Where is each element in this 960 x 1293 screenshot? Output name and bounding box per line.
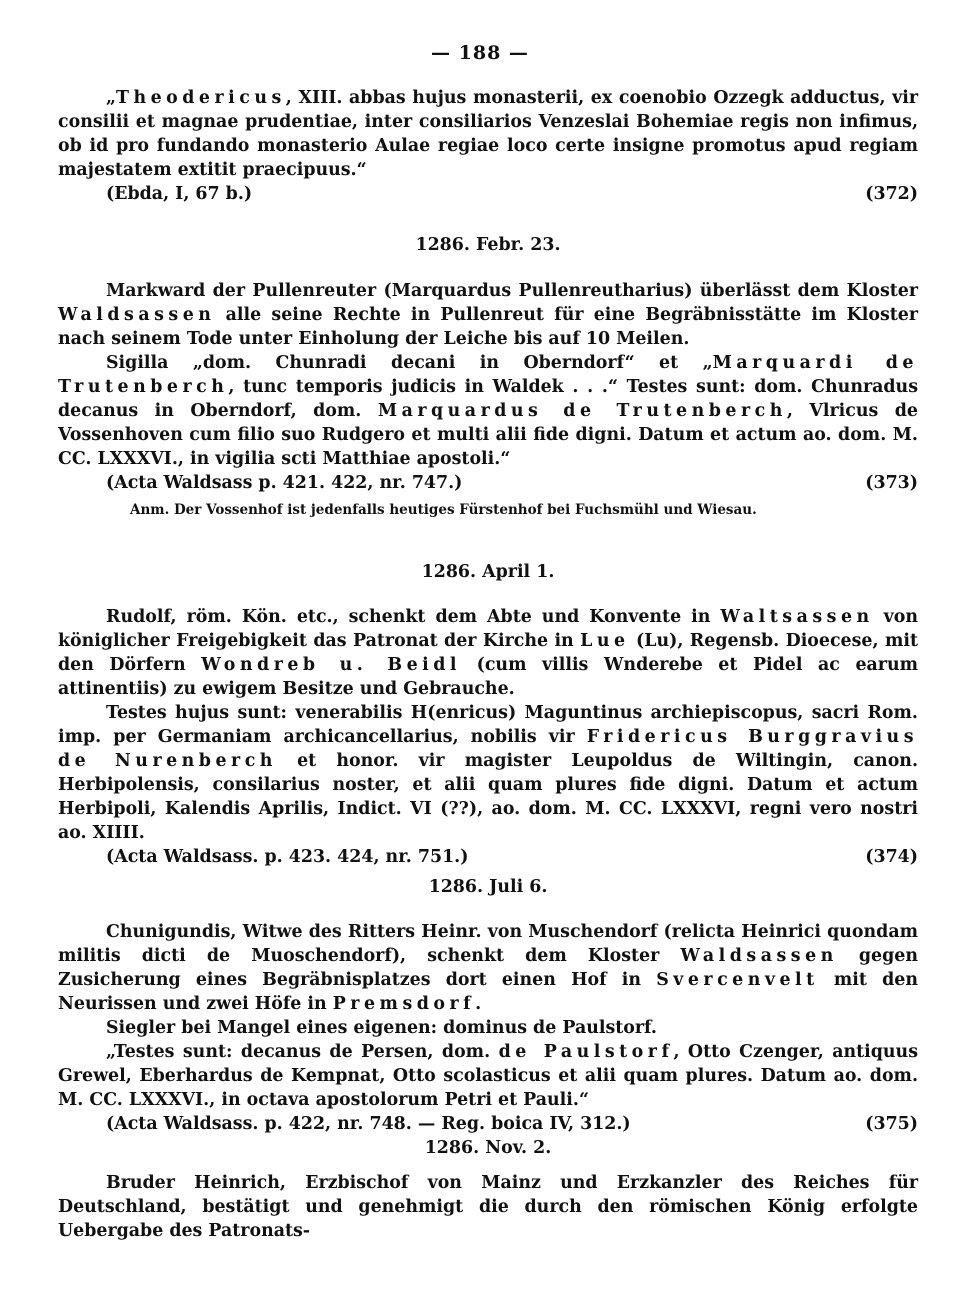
entry-373-note: Anm. Der Vossenhof ist jedenfalls heutiges Fürstenhof bei Fuchsmühl und Wiesau.	[130, 502, 757, 518]
entry-375-text: „Testes sunt: decanus de Persen, dom. de Paulstorf, Otto Czenger, antiquus Grewel, Eberhardus de Kempnat, Otto scolasticus et alii quam plures. Datum ao. dom. M. CC. LXXXVI., in octava apostolorum Petri et Pauli.“	[58, 1042, 918, 1110]
entry-374-summary: Rudolf, röm. Kön. etc., schenkt dem Abte und Konvente in Waltsassen von königlicher Freigebigkeit das Patronat der Kirche in Lue (Lu), Regensb. Dioecese, mit den Dörfern Wondreb u. Beidl (cum villis Wnderebe et Pidel ac earum attinentiis) zu ewigem Besitze und Gebrauche.	[58, 607, 919, 699]
entry-376	[58, 1171, 918, 1243]
entry-376-date: 1286. Nov. 2.	[424, 1138, 552, 1158]
entry-373-reference: (Acta Waldsass p. 421. 422, nr. 747.) (373)	[106, 473, 918, 493]
entry-372	[58, 86, 918, 206]
entry-372-reference: (Ebda, I, 67 b.) (372)	[106, 184, 918, 204]
entry-373-text: Sigilla „dom. Chunradi decani in Oberndorf“ et „Marquardi de Trutenberch, tunc temporis judicis in Waldek . . .“ Testes sunt: dom. Chunradus decanus in Oberndorf, dom. Marquardus de Trutenberch, Vlricus de Vossenhoven cum filio suo Rudgero et multi alii fide digni. Datum et actum ao. dom. M. CC. LXXXVI., in vigilia scti Matthiae apostoli.“	[58, 353, 918, 469]
entry-374	[58, 605, 918, 869]
entry-375	[58, 920, 918, 1136]
entry-number: (373)	[865, 473, 918, 493]
entry-372-text: „Theodericus, XIII. abbas hujus monasterii, ex coenobio Ozzegk adductus, vir consilii et magnae prudentiae, inter consiliarios Venzeslai Bohemiae regis non infimus, ob id pro fundando monasterio Aulae regiae loco certe insigne promotus apud regiam majestatem extitit praecipuus.“	[58, 88, 918, 180]
entry-number: (372)	[865, 184, 918, 204]
entry-375-summary: Chunigundis, Witwe des Ritters Heinr. von Muschendorf (relicta Heinrici quondam militis dicti de Muoschendorf), schenkt dem Kloster Waldsassen gegen Zusicherung eines Begräbnisplatzes dort einen Hof in Svercenvelt mit den Neurissen und zwei Höfe in Premsdorf.	[58, 922, 918, 1014]
entry-375-reference: (Acta Waldsass. p. 422, nr. 748. — Reg. boica IV, 312.) (375)	[106, 1114, 918, 1134]
entry-375-date: 1286. Juli 6.	[428, 877, 548, 897]
entry-376-summary: Bruder Heinrich, Erzbischof von Mainz und Erzkanzler des Reiches für Deutschland, bestätigt und genehmigt die durch den römischen König erfolgte Uebergabe des Patronats-	[58, 1173, 918, 1241]
entry-373-summary: Markward der Pullenreuter (Marquardus Pullenreutharius) überlässt dem Kloster Waldsassen alle seine Rechte in Pullenreut für eine Begräbnisstätte im Kloster nach seinem Tode unter Einholung der Leiche bis auf 10 Meilen.	[58, 281, 918, 349]
entry-number: (374)	[865, 847, 918, 867]
entry-374-text: Testes hujus sunt: venerabilis H(enricus) Maguntinus archiepiscopus, sacri Rom. imp. per Germaniam archicancellarius, nobilis vir Fridericus Burggravius de Nurenberch et honor. vir magister Leupoldus de Wiltingin, canon. Herbipolensis, consilarius noster, et alii quam plures fide digni. Datum et actum Herbipoli, Kalendis Aprilis, Indict. VI (??), ao. dom. M. CC. LXXXVI, regni vero nostri ao. XIIII.	[58, 703, 918, 843]
entry-374-reference: (Acta Waldsass. p. 423. 424, nr. 751.) (374)	[106, 847, 918, 867]
spaced-name: Theodericus	[116, 88, 286, 108]
entry-374-date: 1286. April 1.	[421, 562, 555, 582]
page-number: — 188 —	[431, 42, 529, 64]
entry-375-sealer: Siegler bei Mangel eines eigenen: dominus de Paulstorf.	[106, 1018, 657, 1038]
entry-number: (375)	[865, 1114, 918, 1134]
entry-373	[58, 279, 918, 519]
entry-373-date: 1286. Febr. 23.	[415, 235, 561, 255]
